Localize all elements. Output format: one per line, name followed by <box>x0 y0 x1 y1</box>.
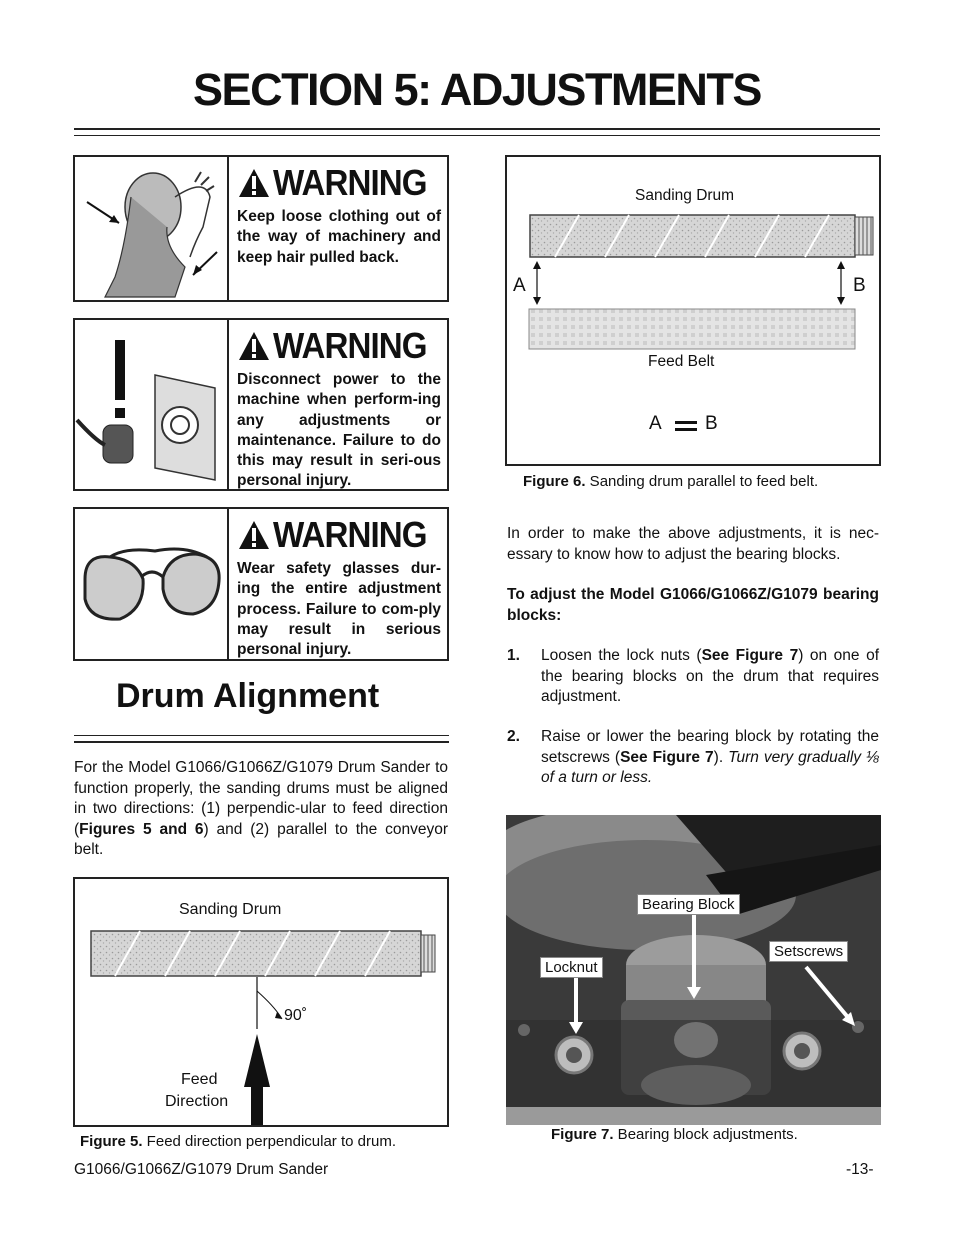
figure6-belt-label: Feed Belt <box>648 353 715 370</box>
feed-belt-shape <box>529 309 855 349</box>
warning-word: WARNING <box>273 514 427 555</box>
warning-text: Wear safety glasses dur-ing the entire adjustment process. Failure to com-ply may result in serious personal injury. <box>237 560 441 659</box>
page-title: SECTION 5: ADJUSTMENTS <box>193 64 761 115</box>
figure6-equation-b: B <box>705 413 718 434</box>
warning-text: Keep loose clothing out of the way of machinery and keep hair pulled back. <box>237 208 441 266</box>
figure-7-photo <box>506 815 881 1125</box>
figure5-angle-label: 90˚ <box>284 1007 308 1024</box>
alert-triangle-icon <box>237 167 271 199</box>
footer-page-number: -13- <box>846 1161 874 1178</box>
hair-clothing-warning-icon <box>75 157 229 300</box>
callout-setscrews: Setscrews <box>769 941 848 962</box>
figure-7-caption: Figure 7. Bearing block adjustments. <box>551 1126 798 1143</box>
figure5-direction-label: Direction <box>165 1093 229 1110</box>
warning-text: Disconnect power to the machine when perform-ing any adjustments or maintenance. Failure to do this may result in seri-ous personal injury. <box>237 371 441 490</box>
figure6-label-a: A <box>513 275 526 296</box>
figure6-equation-a: A <box>649 413 662 434</box>
figure-5-diagram <box>73 877 449 1127</box>
safety-glasses-warning-icon <box>75 509 229 659</box>
warning-word: WARNING <box>273 325 427 366</box>
heading-rule-top <box>74 735 449 736</box>
figure-6-caption: Figure 6. Sanding drum parallel to feed belt. <box>523 473 819 490</box>
feed-direction-arrow <box>244 1034 270 1125</box>
heading-rule-bottom <box>74 741 449 743</box>
title-rule-bottom <box>74 135 880 136</box>
footer-model: G1066/G1066Z/G1079 Drum Sander <box>74 1161 329 1178</box>
title-rule-top <box>74 128 880 130</box>
warning-box-power <box>73 318 449 491</box>
alert-triangle-icon <box>237 519 271 551</box>
sanding-drum-shape <box>530 215 855 257</box>
figure6-label-b: B <box>853 275 866 296</box>
section-heading-drum-alignment: Drum Alignment <box>116 677 380 715</box>
warning-word: WARNING <box>273 162 427 203</box>
figure-5-caption: Figure 5. Feed direction perpendicular to drum. <box>80 1133 396 1150</box>
callout-bearing-block: Bearing Block <box>637 894 740 915</box>
unplug-power-warning-icon <box>75 320 229 489</box>
alert-triangle-icon <box>237 330 271 362</box>
bearing-block-intro: In order to make the above adjustments, it is nec-essary to know how to adjust the bearing blocks. <box>507 525 879 563</box>
sanding-drum-shape <box>91 931 421 976</box>
procedure-step-2: 2. Raise or lower the bearing block by rotating the setscrews (See Figure 7). Turn very gradually ⅛ of a turn or less. <box>507 728 879 787</box>
warning-box-clothing <box>73 155 449 302</box>
procedure-heading: To adjust the Model G1066/G1066Z/G1079 bearing blocks: <box>507 586 879 624</box>
procedure-step-1: 1. Loosen the lock nuts (See Figure 7) on one of the bearing blocks on the drum that requires adjustment. <box>507 647 879 706</box>
figure-6-diagram <box>505 155 881 466</box>
figure5-feed-label: Feed <box>181 1071 218 1088</box>
figure6-drum-label: Sanding Drum <box>635 187 735 204</box>
drum-alignment-intro: For the Model G1066/G1066Z/G1079 Drum Sander to function properly, the sanding drums must be aligned in two directions: (1) perpendic-ular to feed direction (Figures 5 and 6) and (2) parallel to the conveyor belt. <box>74 759 448 859</box>
warning-box-glasses <box>73 507 449 661</box>
figure5-drum-label: Sanding Drum <box>179 901 282 918</box>
callout-locknut: Locknut <box>540 957 603 978</box>
